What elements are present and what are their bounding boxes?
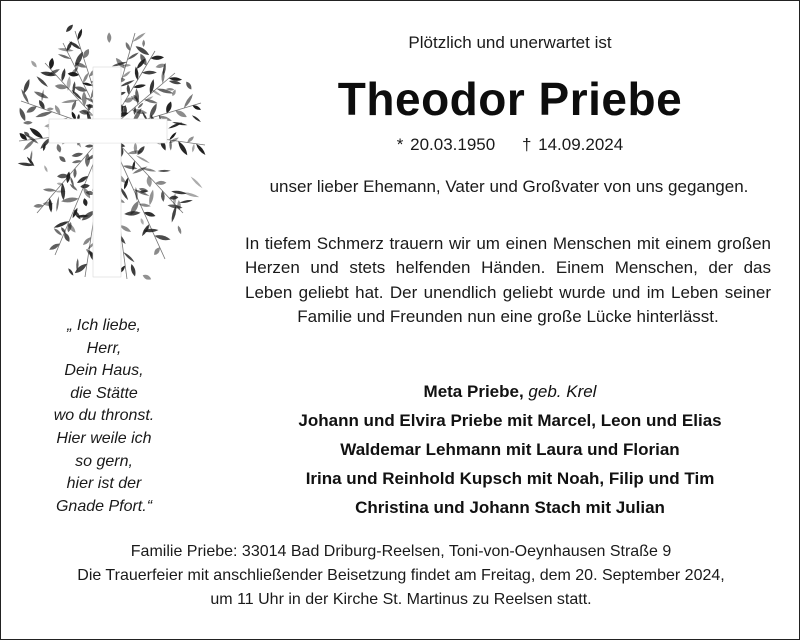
quote-line: wo du thronst.	[53, 407, 155, 425]
quote-line: Herr,	[86, 339, 122, 357]
spouse-name: Meta Priebe,	[423, 382, 524, 401]
footer-info	[21, 540, 781, 612]
quote-line: Hier weile ich	[56, 429, 152, 447]
mourner-line: Irina und Reinhold Kupsch mit Noah, Filip und Tim	[305, 469, 715, 488]
mourner-line: Johann und Elvira Priebe mit Marcel, Leon und Elias	[298, 411, 722, 430]
mourner-line: Waldemar Lehmann mit Laura und Florian	[340, 440, 680, 459]
bible-quote	[23, 315, 185, 518]
death-date: † 14.09.2024	[521, 135, 624, 154]
quote-line: hier ist der	[66, 475, 142, 493]
cross-with-leaves-icon	[15, 23, 211, 285]
intro-text: Plötzlich und unerwartet ist	[408, 33, 612, 52]
tribute-paragraph: In tiefem Schmerz trauern wir um einen Menschen mit einem großen Herzen und stets helfenden Händen. Einem Menschen, der das Leben geliebt hat. Der unendlich geliebt wurde und im Leben seiner Familie und Freunden nun eine große Lücke hinterlässt.	[245, 234, 771, 327]
quote-line: Gnade Pfort.“	[55, 497, 153, 515]
life-dates	[251, 135, 769, 155]
deceased-name: Theodor Priebe	[337, 73, 683, 125]
relation-text: unser lieber Ehemann, Vater und Großvater von uns gegangen.	[269, 177, 749, 196]
quote-line: die Stätte	[70, 384, 138, 402]
quote-line: so gern,	[75, 452, 133, 470]
mourner-line: Christina und Johann Stach mit Julian	[355, 498, 665, 517]
quote-line: Dein Haus,	[64, 362, 144, 380]
service-info-line: Die Trauerfeier mit anschließender Beisetzung findet am Freitag, dem 20. September 2024,	[77, 567, 725, 584]
mourner-spouse	[247, 377, 773, 406]
spouse-maiden-name: geb. Krel	[528, 382, 597, 401]
quote-line: „ Ich liebe,	[67, 317, 141, 334]
service-info-line: um 11 Uhr in der Kirche St. Martinus zu Reelsen statt.	[210, 591, 592, 608]
birth-date: * 20.03.1950	[396, 135, 496, 154]
mourners-list	[247, 377, 773, 522]
family-address: Familie Priebe: 33014 Bad Driburg-Reelsen, Toni-von-Oeynhausen Straße 9	[130, 543, 672, 560]
